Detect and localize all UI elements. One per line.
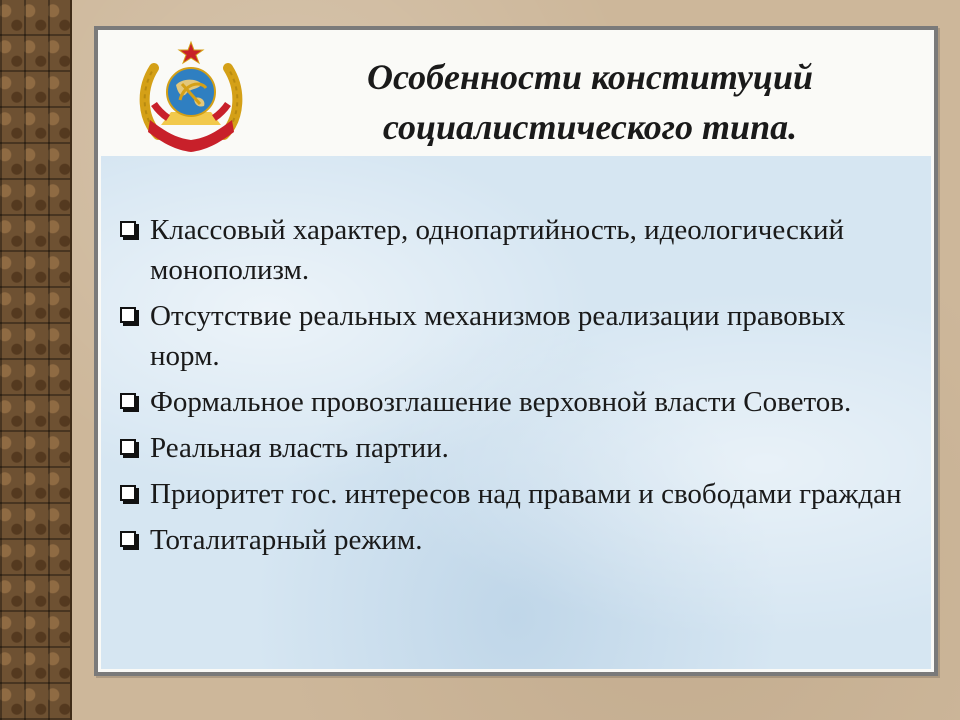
hollow-square-icon [120,221,136,237]
bullet-text: Формальное провозглашение верховной власти Советов. [150,386,852,418]
slide-title-line-1: Особенности конституций [366,57,813,97]
ussr-coat-of-arms-icon [136,40,246,155]
bullet-item [120,520,920,560]
bullet-item [120,474,920,514]
bullet-text: Классовый характер, однопартийность, идеологический монополизм. [150,214,844,286]
bullet-text: Отсутствие реальных механизмов реализации правовых норм. [150,300,846,372]
slide-title-line-2: социалистического типа. [382,107,798,147]
hollow-square-icon [120,393,136,409]
bullet-item [120,296,920,376]
hollow-square-icon [120,531,136,547]
bullet-text: Тоталитарный режим. [150,524,423,556]
bullet-text: Приоритет гос. интересов над правами и свободами граждан [150,478,902,510]
slide-title [290,52,890,152]
decorative-left-strip [0,0,72,720]
bullet-item [120,382,920,422]
bullet-text: Реальная власть партии. [150,432,449,464]
bullet-list [120,210,920,566]
hollow-square-icon [120,307,136,323]
bullet-item [120,210,920,290]
hollow-square-icon [120,439,136,455]
hollow-square-icon [120,485,136,501]
bullet-item [120,428,920,468]
